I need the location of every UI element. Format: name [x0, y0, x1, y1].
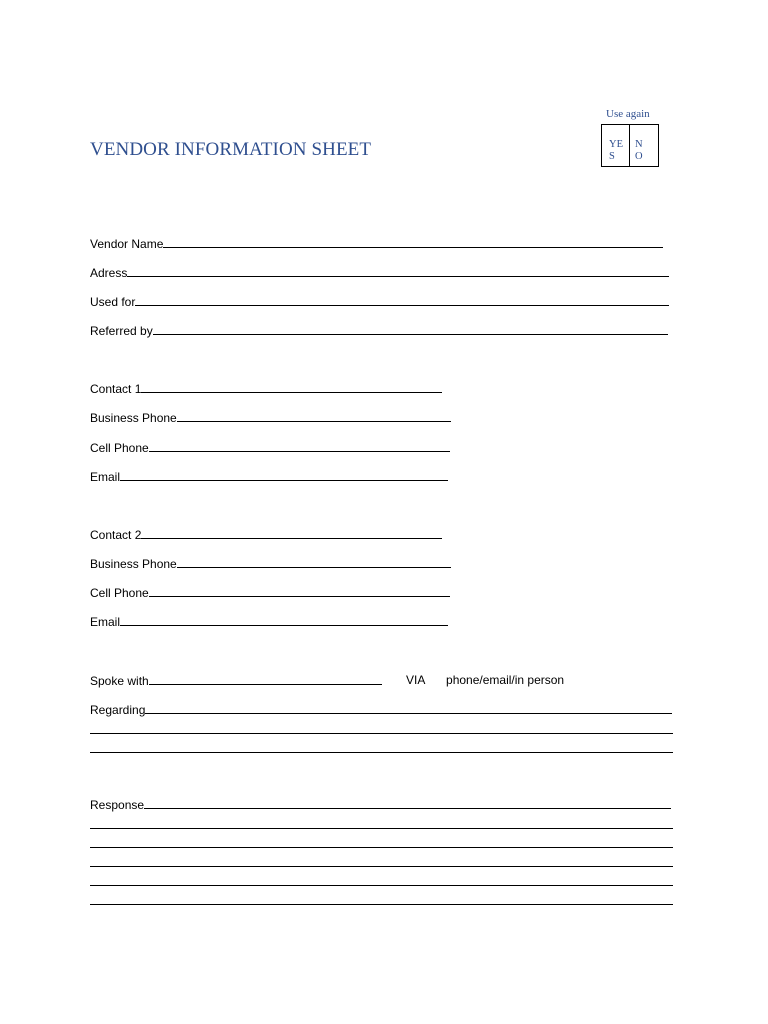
- contact-1-label: Contact 1: [90, 382, 142, 396]
- used-for-field[interactable]: [90, 293, 669, 309]
- contact-2-cell-phone-line[interactable]: [149, 595, 450, 597]
- address-field[interactable]: [90, 264, 669, 280]
- page-title: VENDOR INFORMATION SHEET: [90, 139, 372, 160]
- response-extra-line[interactable]: [90, 885, 673, 886]
- response-extra-line[interactable]: [90, 866, 673, 867]
- contact-1-line[interactable]: [141, 391, 442, 393]
- contact-1-email-field[interactable]: [90, 468, 448, 484]
- contact-1-business-phone-label: Business Phone: [90, 411, 177, 425]
- regarding-field[interactable]: [90, 701, 672, 717]
- contact-2-business-phone-field[interactable]: [90, 555, 451, 571]
- regarding-extra-line[interactable]: [90, 752, 673, 753]
- contact-1-email-label: Email: [90, 470, 121, 484]
- spoke-with-label: Spoke with: [90, 674, 149, 688]
- regarding-extra-line[interactable]: [90, 733, 673, 734]
- spoke-with-field[interactable]: [90, 672, 382, 688]
- contact-2-cell-phone-field[interactable]: [90, 584, 450, 600]
- vendor-name-label: Vendor Name: [90, 237, 164, 251]
- referred-by-label: Referred by: [90, 324, 153, 338]
- contact-2-cell-phone-label: Cell Phone: [90, 586, 149, 600]
- use-again-checkbox-table: [601, 124, 659, 167]
- contact-1-cell-phone-field[interactable]: [90, 439, 450, 455]
- contact-2-email-label: Email: [90, 615, 121, 629]
- contact-2-business-phone-label: Business Phone: [90, 557, 177, 571]
- contact-1-business-phone-line[interactable]: [177, 420, 451, 422]
- address-label: Adress: [90, 266, 128, 280]
- contact-1-email-line[interactable]: [120, 479, 448, 481]
- contact-2-line[interactable]: [141, 537, 442, 539]
- referred-by-field[interactable]: [90, 322, 668, 338]
- response-line[interactable]: [144, 807, 671, 809]
- regarding-label: Regarding: [90, 703, 146, 717]
- response-extra-line[interactable]: [90, 904, 673, 905]
- via-options[interactable]: phone/email/in person: [446, 673, 565, 687]
- contact-2-label: Contact 2: [90, 528, 142, 542]
- used-for-label: Used for: [90, 295, 136, 309]
- response-extra-line[interactable]: [90, 847, 673, 848]
- yes-option[interactable]: YES: [602, 125, 630, 166]
- spoke-with-line[interactable]: [149, 683, 382, 685]
- response-field[interactable]: [90, 796, 671, 812]
- contact-1-cell-phone-label: Cell Phone: [90, 441, 149, 455]
- response-label: Response: [90, 798, 145, 812]
- vendor-name-line[interactable]: [163, 246, 663, 248]
- contact-2-email-line[interactable]: [120, 624, 448, 626]
- regarding-line[interactable]: [145, 712, 672, 714]
- contact-2-business-phone-line[interactable]: [177, 566, 451, 568]
- contact-1-field[interactable]: [90, 380, 442, 396]
- response-extra-line[interactable]: [90, 828, 673, 829]
- contact-1-cell-phone-line[interactable]: [149, 450, 450, 452]
- contact-1-business-phone-field[interactable]: [90, 409, 451, 425]
- contact-2-field[interactable]: [90, 526, 442, 542]
- use-again-label: Use again: [606, 108, 650, 120]
- vendor-name-field[interactable]: [90, 235, 663, 251]
- no-option[interactable]: NO: [635, 139, 643, 162]
- used-for-line[interactable]: [135, 304, 669, 306]
- address-line[interactable]: [127, 275, 669, 277]
- contact-2-email-field[interactable]: [90, 613, 448, 629]
- referred-by-line[interactable]: [153, 333, 668, 335]
- via-label: VIA: [406, 673, 425, 687]
- via-group: [406, 673, 564, 687]
